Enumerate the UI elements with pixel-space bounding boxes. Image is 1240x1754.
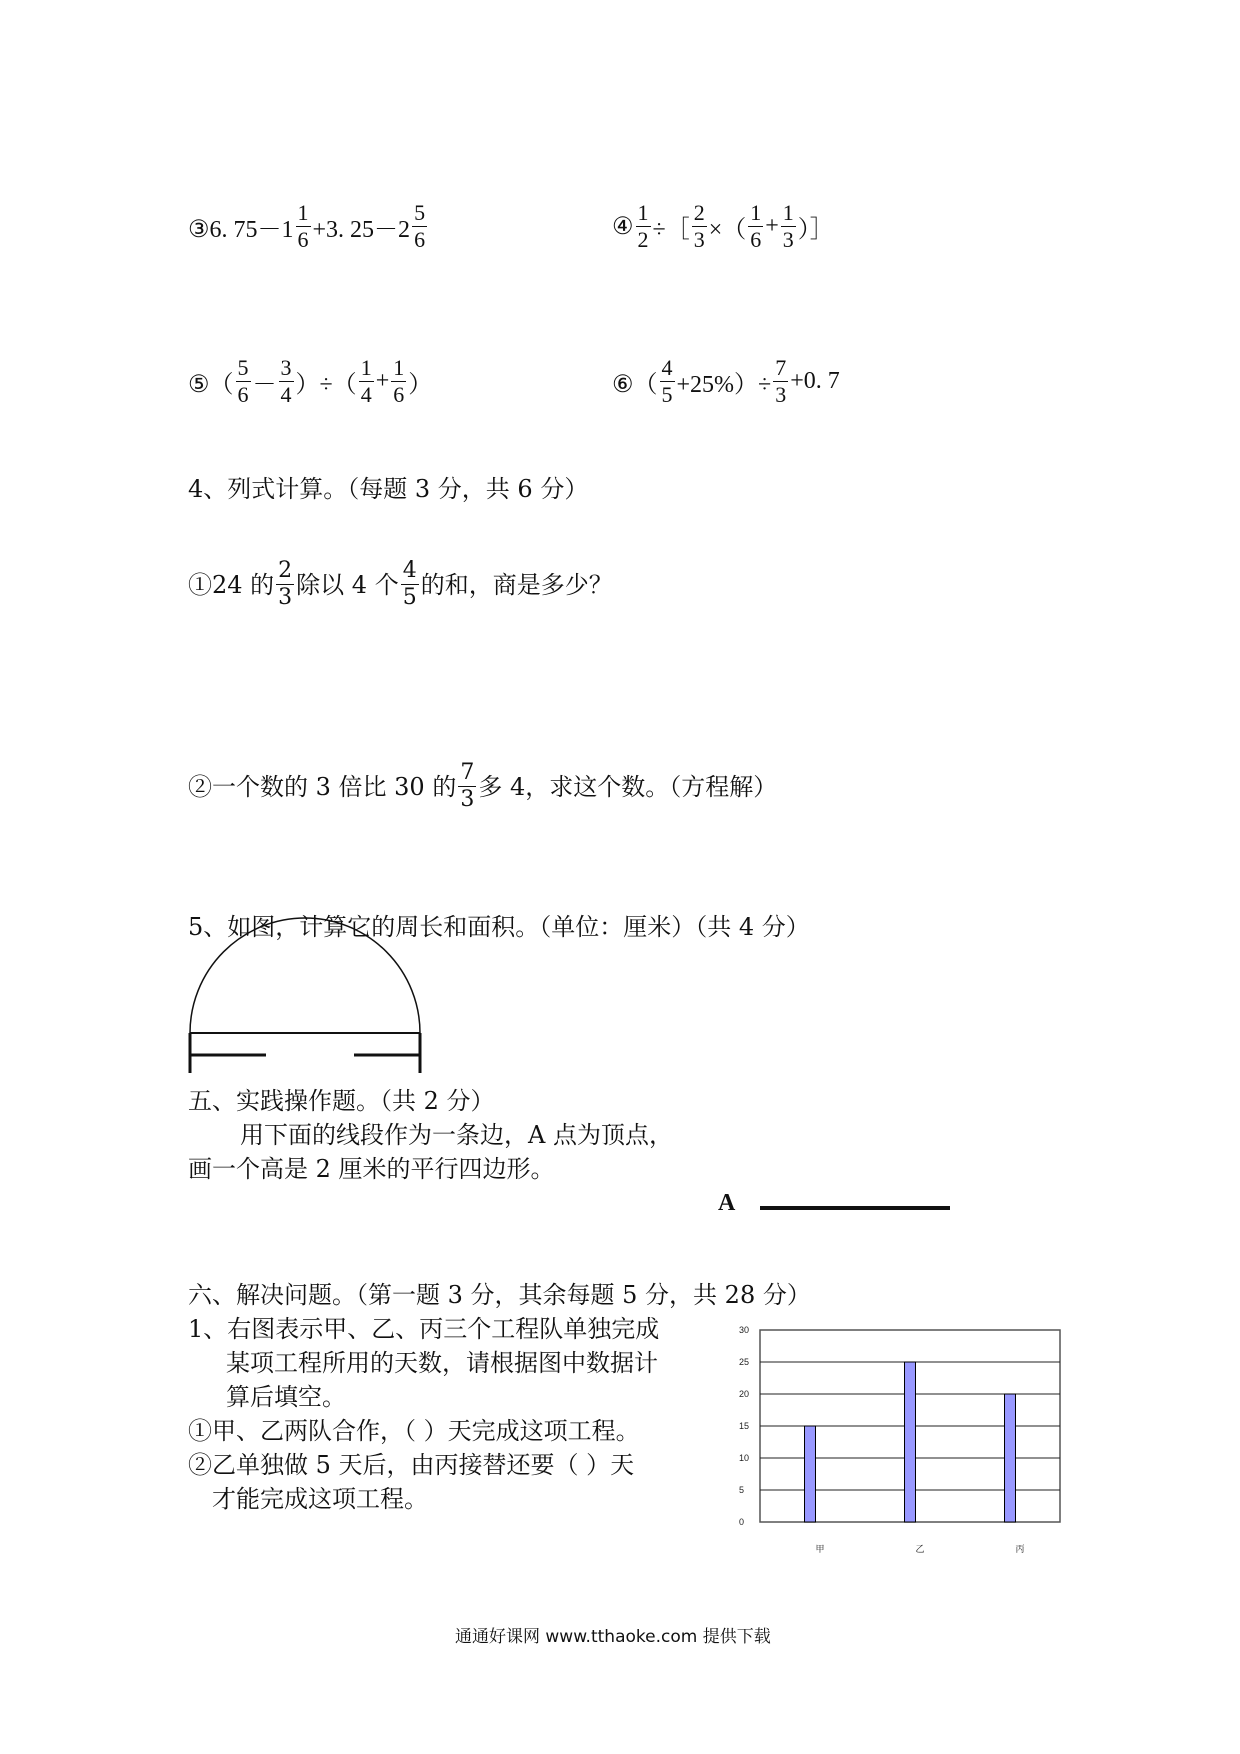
bar-乙 [905, 1362, 916, 1522]
section-5-line-1: 用下面的线段作为一条边，A 点为顶点， [240, 1121, 673, 1149]
bars [805, 1362, 1016, 1522]
section-6-q1-part-a: ①甲、乙两队合作，（ ）天完成这项工程。 [188, 1417, 640, 1445]
y-tick-label: 5 [739, 1485, 745, 1495]
y-tick-label: 15 [739, 1421, 750, 1431]
expr4-op: ÷［ [652, 217, 690, 243]
expr4-op: + [765, 213, 779, 239]
fraction: $\frac{1}{4}$ [360, 355, 372, 407]
y-tick-label: 30 [739, 1325, 750, 1335]
expr5-op: － [252, 372, 277, 398]
expr4-op: ）］ [797, 217, 834, 243]
q4p1-prefix: ①24 的 [188, 570, 275, 599]
section-6-q1-part-c: 才能完成这项工程。 [212, 1485, 428, 1513]
expr6-suffix: +0. 7 [790, 368, 840, 394]
fraction: $\frac{2}{3}$ [278, 558, 293, 610]
fraction: $\frac{3}{4}$ [280, 355, 292, 407]
fraction: $\frac{5}{6}$ [237, 355, 249, 407]
fraction: $\frac{4}{5}$ [402, 558, 417, 610]
q4p2-prefix: ②一个数的 3 倍比 30 的 [188, 772, 457, 801]
bar-丙 [1005, 1394, 1016, 1522]
q4p1-mid: 除以 4 个 [296, 570, 399, 599]
bar-chart [735, 1320, 1065, 1560]
section-6-q1-part-b: ②乙单独做 5 天后，由丙接替还要（ ）天 [188, 1451, 635, 1479]
footer: 通通好课网 www.tthaoke.com 提供下载 [455, 1627, 771, 1647]
y-tick-labels [739, 1325, 749, 1527]
x-tick-label: 甲 [815, 1544, 825, 1554]
section-6-title: 六、解决问题。（第一题 3 分，其余每题 5 分，共 28 分） [188, 1281, 811, 1309]
question-4-part-1 [188, 558, 613, 611]
section-6-q1-line-2: 某项工程所用的天数，请根据图中数据计 [226, 1349, 658, 1377]
expression-6 [612, 355, 840, 408]
y-tick-label: 10 [739, 1453, 750, 1463]
x-tick-label: 乙 [915, 1544, 925, 1554]
fraction: $\frac{1}{2}$ [637, 200, 649, 252]
point-a-label: A [718, 1190, 736, 1216]
y-tick-label: 0 [739, 1517, 745, 1527]
x-tick-label: 丙 [1015, 1544, 1025, 1554]
expr5-prefix: ⑤（ [188, 372, 234, 398]
section-6-q1-line-3: 算后填空。 [226, 1383, 346, 1411]
expression-5 [188, 355, 432, 408]
expr5-op: ）÷（ [295, 372, 357, 398]
fraction: $\frac{1}{3}$ [782, 200, 794, 252]
expr3-prefix: ③6. 75－1 [188, 217, 294, 243]
expr4-prefix: ④ [612, 214, 634, 240]
expr4-op: ×（ [708, 217, 747, 243]
expr3-mid: +3. 25－2 [312, 217, 411, 243]
bar-甲 [805, 1426, 816, 1522]
q4p1-suffix: 的和，商是多少？ [420, 570, 613, 599]
fraction: $\frac{7}{3}$ [460, 760, 475, 812]
fraction: $\frac{1}{6}$ [750, 200, 762, 252]
section-5-line-2: 画一个高是 2 厘米的平行四边形。 [188, 1155, 555, 1183]
fraction: $\frac{7}{3}$ [775, 355, 787, 407]
fraction: $\frac{4}{5}$ [661, 355, 673, 407]
expr5-op: ） [408, 372, 433, 398]
y-tick-label: 20 [739, 1389, 750, 1399]
question-5-title: 5、如图，计算它的周长和面积。（单位：厘米）（共 4 分） [188, 913, 810, 941]
y-tick-label: 25 [739, 1357, 750, 1367]
fraction: $\frac{5}{6}$ [414, 200, 426, 252]
section-6-q1-line-1: 1、右图表示甲、乙、丙三个工程队单独完成 [188, 1315, 660, 1343]
given-segment [760, 1206, 950, 1210]
section-5-title: 五、实践操作题。（共 2 分） [188, 1087, 495, 1115]
expression-3 [188, 200, 429, 253]
expr5-op: + [375, 368, 390, 394]
fraction: $\frac{1}{6}$ [393, 355, 405, 407]
expr6-prefix: ⑥（ [612, 372, 658, 398]
expression-4 [612, 200, 834, 253]
question-4-title: 4、列式计算。（每题 3 分，共 6 分） [188, 475, 589, 503]
fraction: $\frac{2}{3}$ [693, 200, 705, 252]
q4p2-suffix: 多 4，求这个数。（方程解） [478, 772, 778, 801]
semicircle-figure [180, 905, 440, 1080]
expr6-mid: +25%）÷ [676, 372, 772, 398]
question-4-part-2 [188, 760, 777, 813]
fraction: $\frac{1}{6}$ [297, 200, 309, 252]
x-tick-labels [815, 1544, 1024, 1554]
semicircle-arc [190, 918, 420, 1033]
